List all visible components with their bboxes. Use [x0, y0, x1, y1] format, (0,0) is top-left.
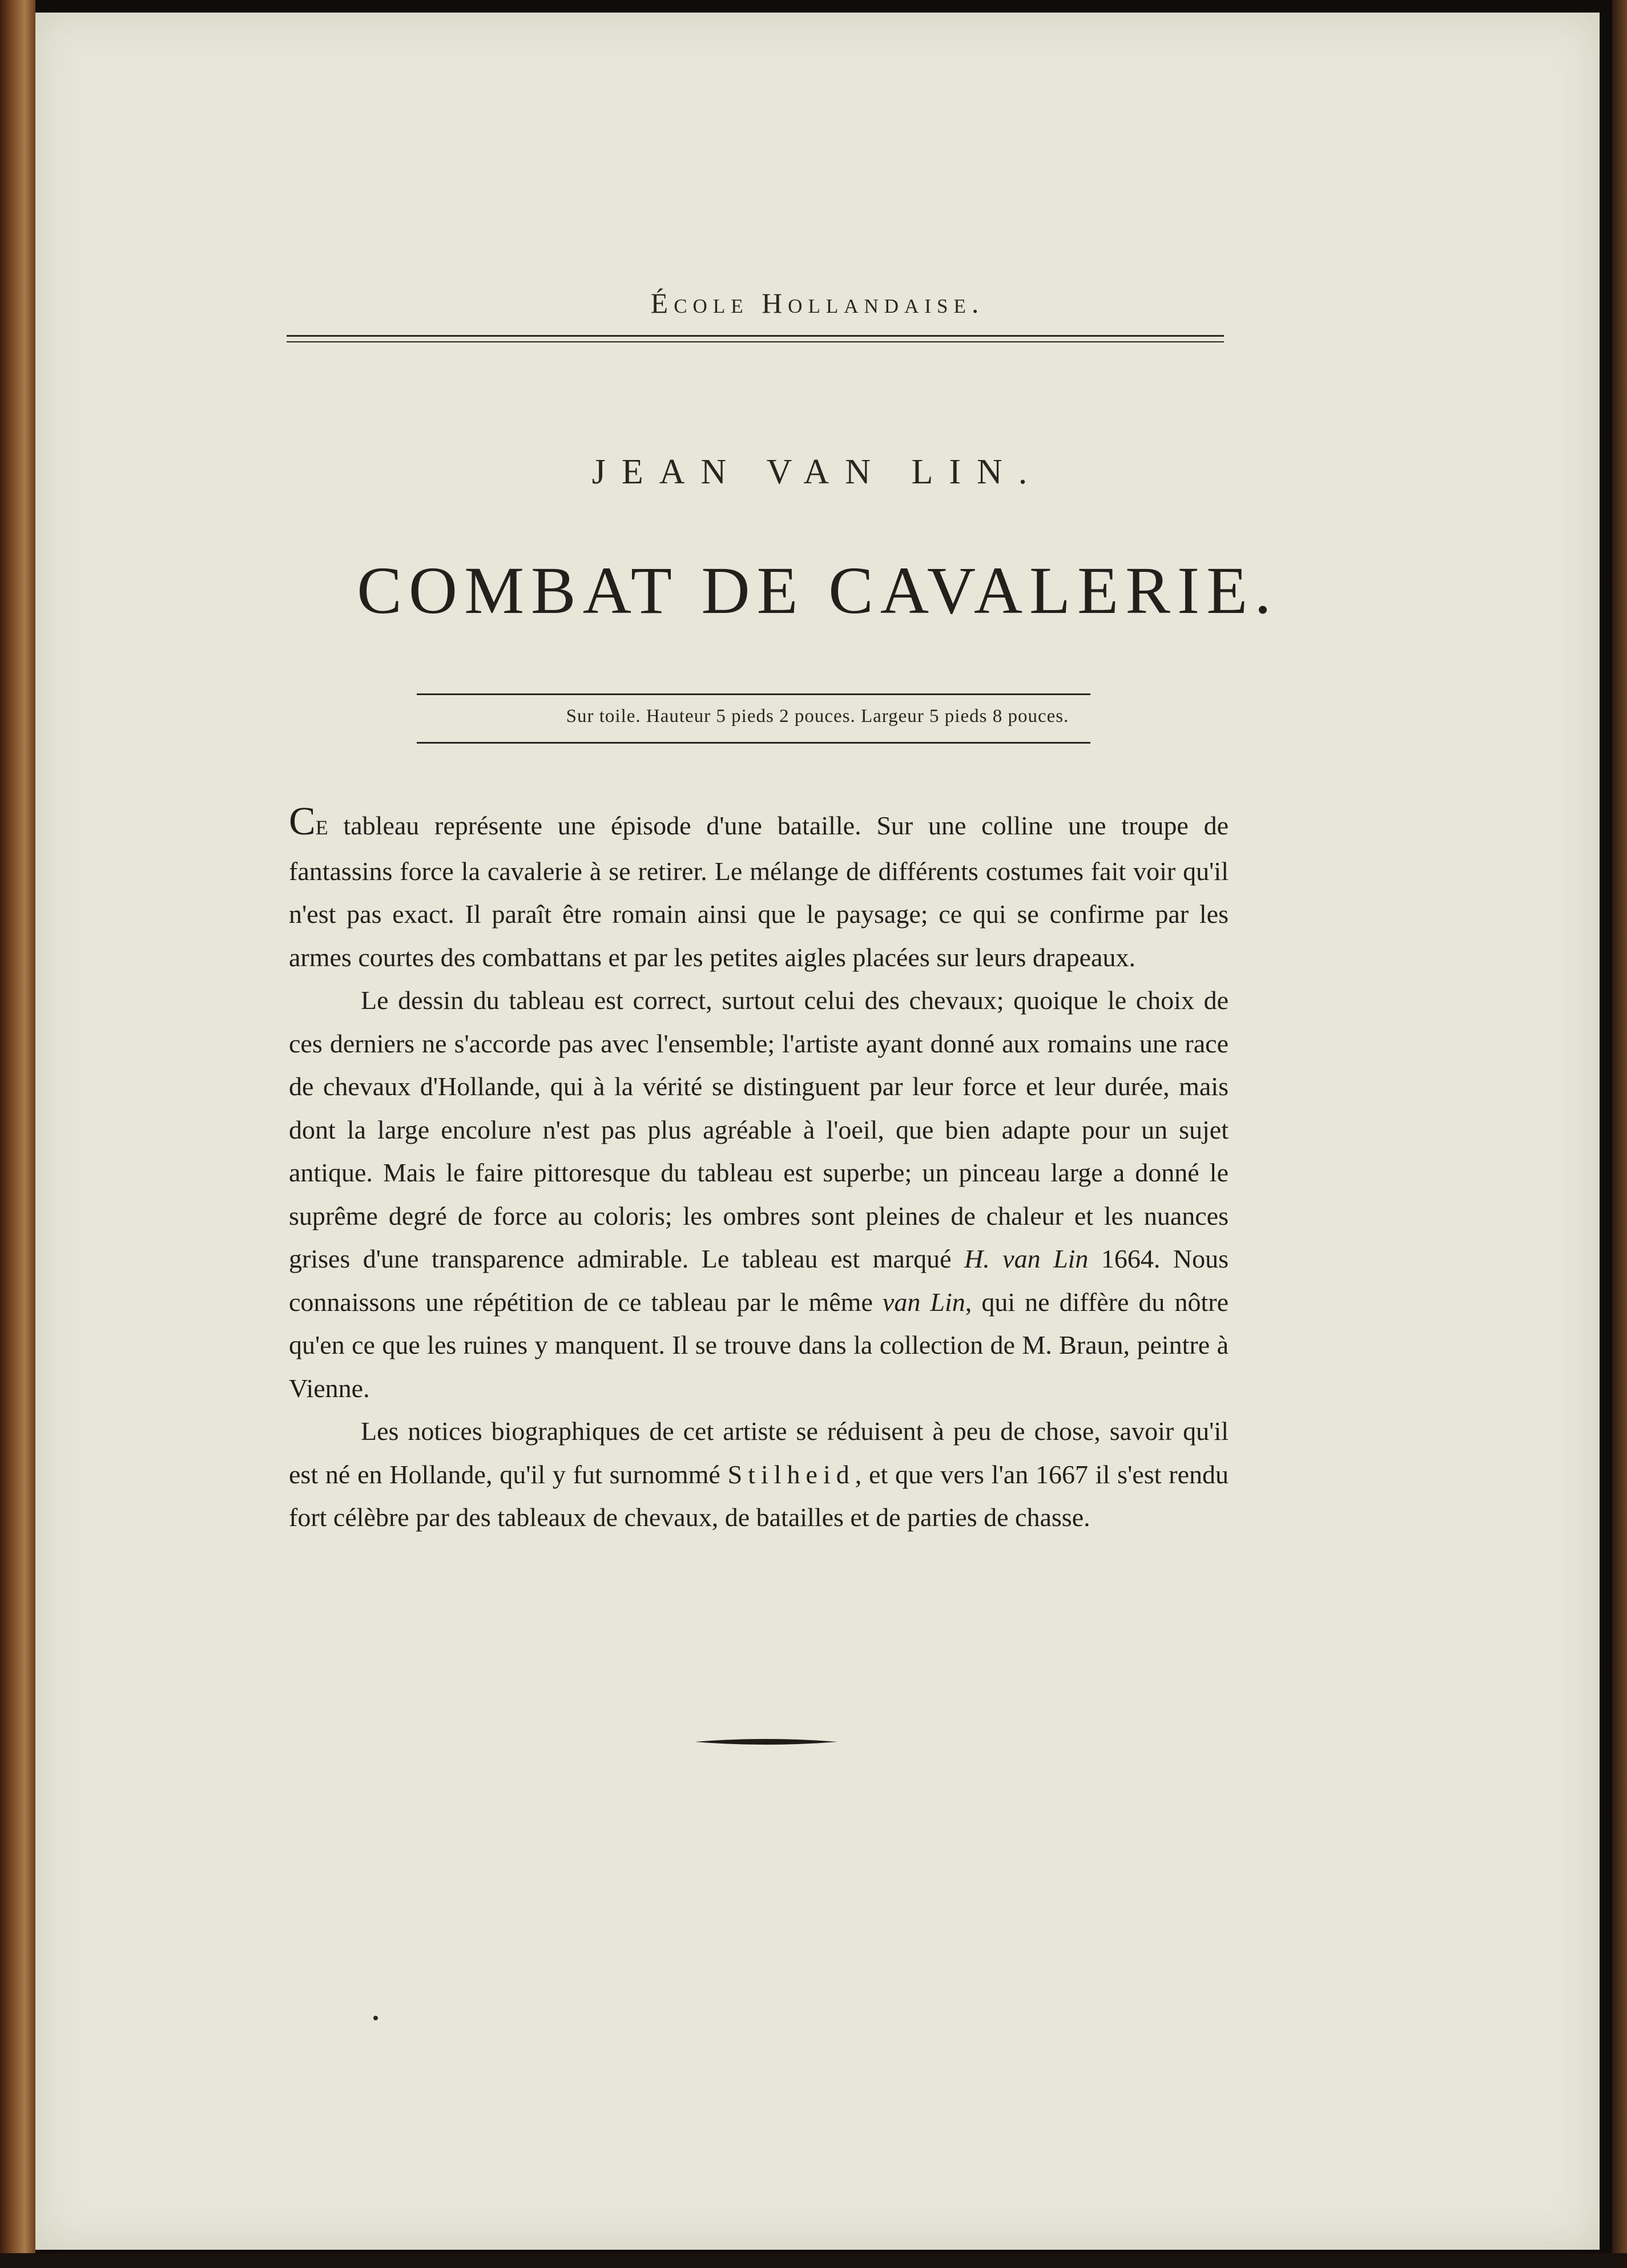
double-rule	[287, 335, 1224, 342]
artist-italic: van Lin	[882, 1287, 965, 1317]
paragraph-1	[289, 800, 1229, 979]
drop-cap-tail: E	[315, 816, 328, 839]
ink-speck	[373, 2016, 378, 2020]
book-edge-right	[1612, 0, 1627, 2268]
artwork-specs: Sur toile. Hauteur 5 pieds 2 pouces. Largeur 5 pieds 8 pouces.	[566, 706, 1069, 727]
nickname-spaced: Stilheid	[727, 1459, 855, 1489]
tailpiece-ornament-icon	[695, 1735, 837, 1749]
school-heading: École Hollandaise.	[650, 287, 985, 319]
paragraph-2-text-c: , qui ne diffère du nôtre qu'en ce que les ruines y manquent. Il se trouve dans la collection de M. Braun, peintre à Vienne.	[289, 1287, 1229, 1403]
artist-name: JEAN VAN LIN.	[591, 453, 1044, 491]
artwork-title: COMBAT DE CAVALERIE.	[357, 553, 1278, 628]
paragraph-1-text: tableau représente une épisode d'une bataille. Sur une colline une troupe de fantassins force la cavalerie à se retirer. Le mélange de différents costumes fait voir qu'il n'est pas exact. Il paraît être romain ainsi que le paysage; ce qui se confirme par les armes courtes des combattans et par les petites aigles placées sur leurs drapeaux.	[289, 811, 1229, 972]
drop-cap: C	[289, 800, 316, 844]
paragraph-3-text-b: , et que vers l'an 1667 il s'est rendu fort célèbre par des tableaux de chevaux, de batailles et de parties de chasse.	[289, 1459, 1229, 1532]
paragraph-3-text-a: Les notices biographiques de cet artiste se réduisent à peu de chose, savoir qu'il est né en Hollande, qu'il y fut surnommé	[289, 1417, 1229, 1489]
paragraph-3	[289, 1410, 1229, 1539]
paragraph-2	[289, 979, 1229, 1410]
book-page	[35, 13, 1600, 2250]
book-edge-bottom	[0, 2253, 1627, 2268]
specs-rule-bottom	[417, 742, 1090, 744]
signature-italic: H. van Lin	[964, 1244, 1089, 1273]
paragraph-2-text-a: Le dessin du tableau est correct, surtout celui des chevaux; quoique le choix de ces derniers ne s'accorde pas avec l'ensemble; l'artiste ayant donné aux romains une race de chevaux d'Hollande, qui à la vérité se distinguent par leur force et leur durée, mais dont la large encolure n'est pas plus agréable à l'oeil, que bien adapte pour un sujet antique. Mais le faire pittoresque du tableau est superbe; un pinceau large a donné le suprême degré de force au coloris; les ombres sont pleines de chaleur et les nuances grises d'une transparence admirable. Le tableau est marqué	[289, 986, 1229, 1273]
book-binding-left	[0, 0, 35, 2268]
description-body	[289, 800, 1229, 1539]
specs-rule-top	[417, 693, 1090, 695]
paragraph-2-text-b: 1664. Nous connaissons une répétition de ce tableau par le même	[289, 1244, 1229, 1317]
